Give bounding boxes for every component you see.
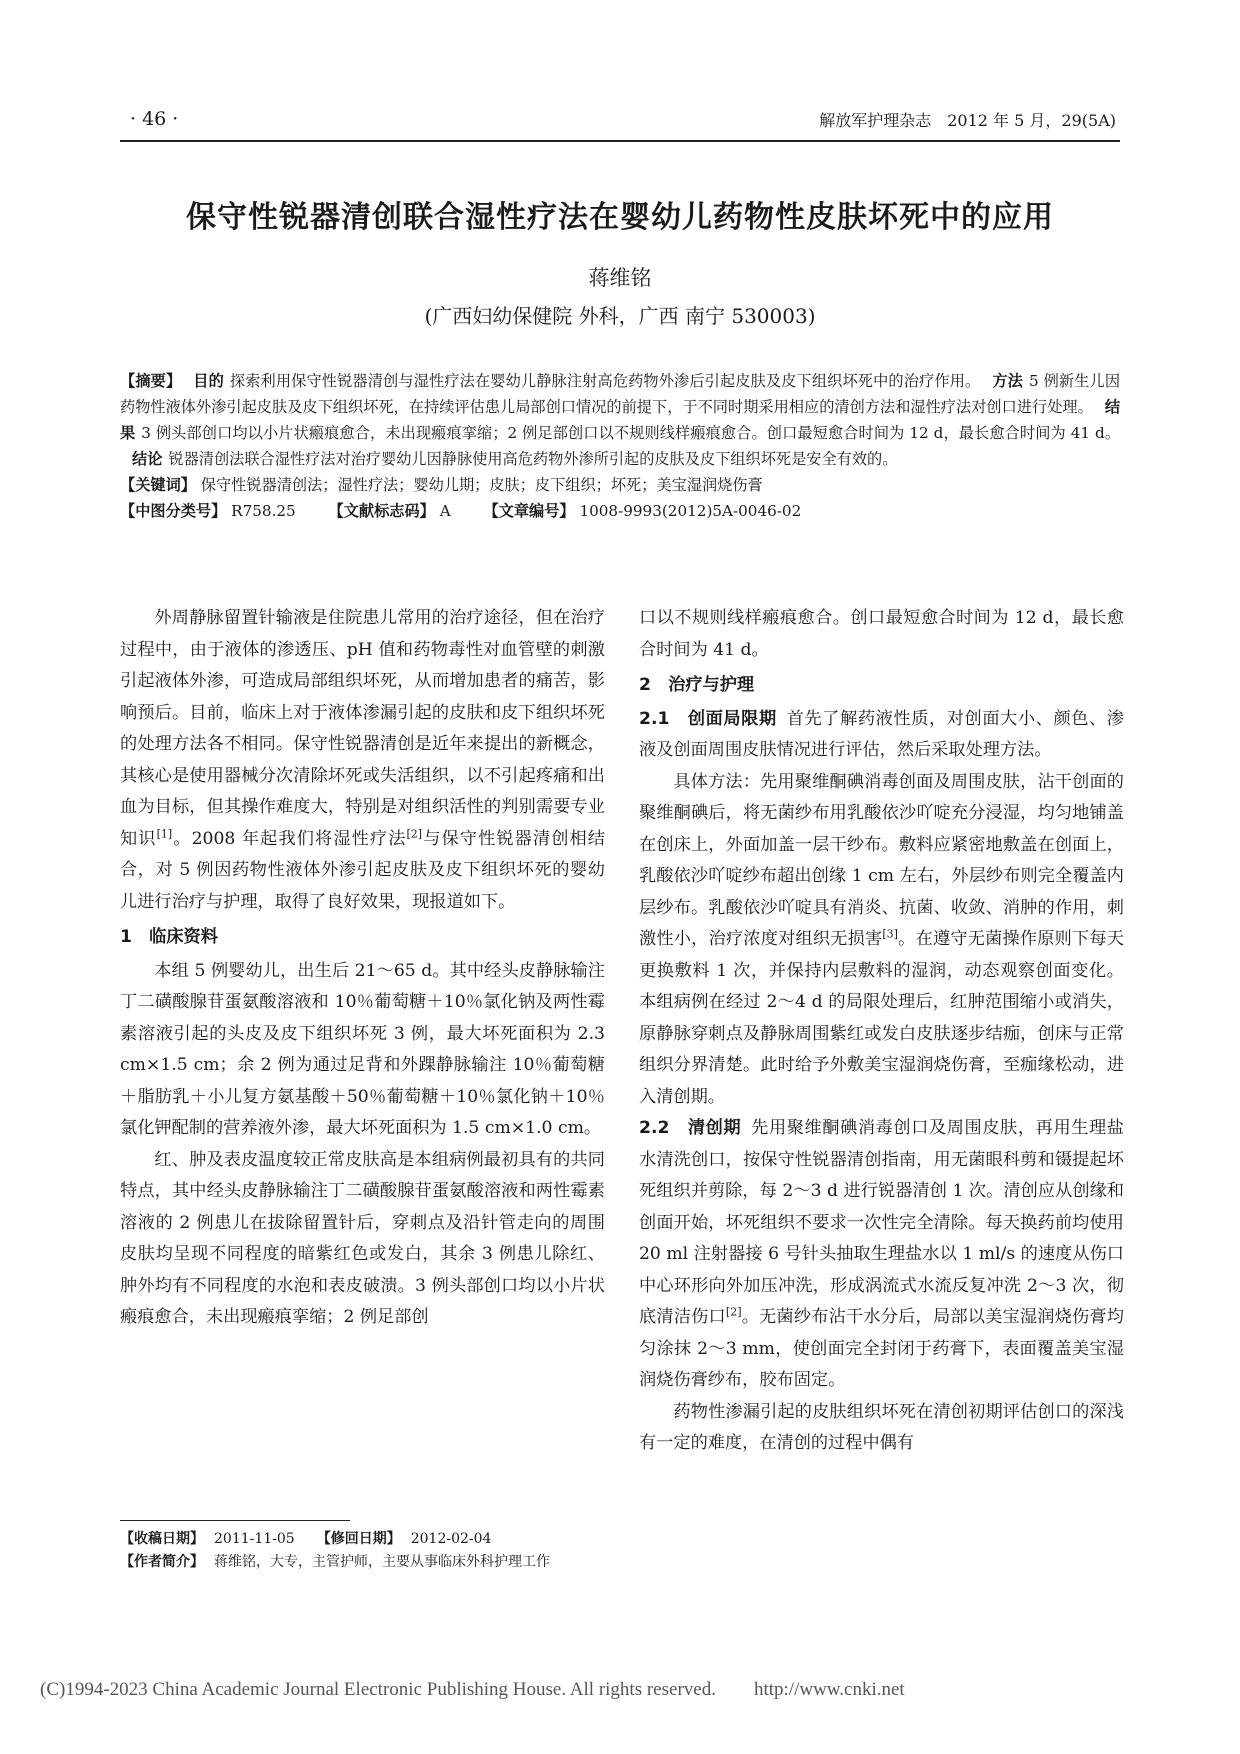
- subsection-2-2: [639, 1113, 1124, 1397]
- conclusion-text: 锐器清创法联合湿性疗法对治疗婴幼儿因静脉使用高危药物外渗所引起的皮肤及皮下组织坏死是安全有效的。: [168, 450, 898, 468]
- abstract-block: [120, 368, 1120, 524]
- page-number: · 46 ·: [130, 108, 179, 130]
- subsection-2-1-text: 首先了解药液性质，对创面大小、颜色、渗液及创面周围皮肤情况进行评估，然后采取处理方法。: [639, 708, 1124, 760]
- citation-1: [1]: [156, 826, 173, 840]
- doc-code-value: A: [439, 502, 451, 520]
- journal-citation: 解放军护理杂志 2012 年 5 月，29(5A): [819, 111, 1116, 130]
- method-text-a: 具体方法：先用聚维酮碘消毒创面及周围皮肤，沾干创面的聚维酮碘后，将无菌纱布用乳酸依沙吖啶充分浸湿，均匀地铺盖在创床上，外面加盖一层干纱布。敷料应紧密地敷盖在创面上，乳酸依沙吖啶纱布超出创缘 1 cm 左右，外层纱布则完全覆盖内层纱布。乳酸依沙吖啶具有消炎、抗菌、收敛、消肿的作用，刺激性小，治疗浓度对组织无损害: [639, 771, 1124, 949]
- conclusion-label: 结论: [132, 450, 163, 468]
- paper-title: 保守性锐器清创联合湿性疗法在婴幼儿药物性皮肤坏死中的应用: [186, 200, 1054, 235]
- received-label: 【收稿日期】: [120, 1531, 204, 1547]
- revised-label: 【修回日期】: [316, 1531, 401, 1547]
- clinical-paragraph-1: 本组 5 例婴幼儿，出生后 21～65 d。其中经头皮静脉输注丁二磺酸腺苷蛋氨酸溶液和 10％葡萄糖＋10％氯化钠及两性霉素溶液引起的头皮及皮下组织坏死 3 例，最大坏死面积为 2.3 cm×1.5 cm；余 2 例为通过足背和外踝静脉输注 10％葡萄糖＋脂肪乳＋小儿复方氨基酸＋50％葡萄糖＋10％氯化钠＋10％氯化钾配制的营养液外渗，最大坏死面积为 1.5 cm×1.0 cm。: [120, 960, 605, 1138]
- received-date: 2011-11-05: [214, 1531, 295, 1547]
- subsection-2-1: [639, 704, 1124, 767]
- left-column: [120, 603, 605, 1334]
- copyright-notice: (C)1994-2023 China Academic Journal Electronic Publishing House. All rights reserved. http://www.cnki.net: [40, 1679, 905, 1700]
- footnotes: [120, 1528, 605, 1574]
- clc-value: R758.25: [231, 502, 296, 520]
- intro-text-b: 。2008 年起我们将湿性疗法: [172, 828, 407, 849]
- revised-date: 2012-02-04: [410, 1531, 492, 1547]
- abstract-text: [120, 368, 1120, 472]
- subsection-2-2-text-a: 先用聚维酮碘消毒创口及周围皮肤，再用生理盐水清洗创口，按保守性锐器清创指南，用无菌眼科剪和镊提起坏死组织并剪除，每 2～3 d 进行锐器清创 1 次。清创应从创缘和创面开始，坏死组织不要求一次性完全清除。每天换药前均使用 20 ml 注射器接 6 号针头抽取生理盐水以 1 ml/s 的速度从伤口中心环形向外加压冲洗，形成涡流式水流反复冲洗 2～3 次，彻底清洁伤口: [639, 1118, 1124, 1327]
- running-header: [120, 104, 1120, 136]
- footnote-rule: [120, 1520, 350, 1521]
- bio-label: 【作者简介】: [120, 1554, 204, 1570]
- citation-3: [3]: [882, 927, 898, 941]
- author-bio: [120, 1551, 605, 1574]
- method-text-b: 。在遵守无菌操作原则下每天更换敷料 1 次，并保持内层敷料的湿润，动态观察创面变化。本组病例在经过 2～4 d 的局限处理后，红肿范围缩小或消失，原静脉穿刺点及静脉周围紫红或发白皮肤逐步结痂，创床与正常组织分界清楚。此时给予外敷美宝湿润烧伤膏，至痂缘松动，进入清创期。: [639, 929, 1124, 1107]
- subsection-2-2-label: 2.2 清创期: [639, 1118, 742, 1138]
- keywords-line: [120, 472, 1120, 498]
- right-column: [639, 603, 1124, 1460]
- dates-line: [120, 1528, 605, 1551]
- abstract-label: 【摘要】: [120, 372, 182, 390]
- subsection-2-2-text-b: 。无菌纱布沾干水分后，局部以美宝湿润烧伤膏均匀涂抹 2～3 mm，使创面完全封闭于药膏下，表面覆盖美宝湿润烧伤膏纱布，胶布固定。: [639, 1307, 1124, 1390]
- article-number-label: 【文章编号】: [483, 502, 575, 520]
- doc-code-label: 【文献标志码】: [328, 502, 435, 520]
- objective-text: 探索利用保守性锐器清创与湿性疗法在婴幼儿静脉注射高危药物外渗后引起皮肤及皮下组织坏死中的治疗作用。: [229, 372, 981, 390]
- continued-paragraph: 口以不规则线样瘢痕愈合。创口最短愈合时间为 12 d，最长愈合时间为 41 d。: [639, 608, 1124, 660]
- result-label: 结果: [120, 398, 1120, 442]
- intro-text-c: 与保守性锐器清创相结合，对 5 例因药物性液体外渗引起皮肤及皮下组织坏死的婴幼儿进行治疗与护理，取得了良好效果，现报道如下。: [120, 828, 605, 912]
- section-heading-treatment: 2 治疗与护理: [639, 675, 755, 695]
- citation-2: [2]: [406, 826, 423, 840]
- header-rule: [120, 140, 1120, 142]
- method-label: 方法: [992, 372, 1023, 390]
- intro-text-a: 外周静脉留置针输液是住院患儿常用的治疗途径，但在治疗过程中，由于液体的渗透压、pH 值和药物毒性对血管壁的刺激引起液体外渗，可造成局部组织坏死，从而增加患者的痛苦，影响预后。目前，临床上对于液体渗漏引起的皮肤和皮下组织坏死的处理方法各不相同。保守性锐器清创是近年来提出的新概念，其核心是使用器械分次清除坏死或失活组织，以不引起疼痛和出血为目标，但其操作难度大，特别是对组织活性的判别需要专业知识: [120, 608, 605, 849]
- result-text: 3 例头部创口均以小片状瘢痕愈合，未出现瘢痕挛缩；2 例足部创口以不规则线样瘢痕愈合。创口最短愈合时间为 12 d，最长愈合时间为 41 d。: [141, 424, 1121, 442]
- method-text: 5 例新生儿因药物性液体外渗引起皮肤及皮下组织坏死，在持续评估患儿局部创口情况的前提下，于不同时期采用相应的清创方法和湿性疗法对创口进行处理。: [120, 372, 1121, 416]
- objective-label: 目的: [193, 372, 224, 390]
- author-name: 蒋维铭: [588, 266, 652, 290]
- classification-line: [120, 498, 1120, 524]
- keywords-text: 保守性锐器清创法；湿性疗法；婴幼儿期；皮肤；皮下组织；坏死；美宝湿润烧伤膏: [200, 476, 763, 494]
- intro-paragraph: [120, 603, 605, 918]
- closing-paragraph: 药物性渗漏引起的皮肤组织坏死在清创初期评估创口的深浅有一定的难度，在清创的过程中偶有: [639, 1401, 1124, 1453]
- article-number-value: 1008-9993(2012)5A-0046-02: [579, 502, 802, 520]
- clc-label: 【中图分类号】: [120, 502, 227, 520]
- citation-2-repeat: [2]: [725, 1305, 742, 1319]
- method-paragraph: [639, 767, 1124, 1114]
- subsection-2-1-label: 2.1 创面局限期: [639, 708, 777, 729]
- section-heading-clinical-data: 1 临床资料: [120, 927, 218, 947]
- clinical-paragraph-2: 红、肿及表皮温度较正常皮肤高是本组病例最初具有的共同特点，其中经头皮静脉输注丁二磺酸腺苷蛋氨酸溶液和两性霉素溶液的 2 例患儿在拔除留置针后，穿刺点及沿针管走向的周围皮肤均呈现不同程度的暗紫红色或发白，其余 3 例患儿除红、肿外均有不同程度的水泡和表皮破溃。3 例头部创口均以小片状瘢痕愈合，未出现瘢痕挛缩；2 例足部创: [120, 1149, 605, 1327]
- keywords-label: 【关键词】: [120, 476, 196, 494]
- affiliation: (广西妇幼保健院 外科，广西 南宁 530003): [424, 304, 816, 328]
- bio-text: 蒋维铭，大专，主管护师，主要从事临床外科护理工作: [214, 1554, 550, 1570]
